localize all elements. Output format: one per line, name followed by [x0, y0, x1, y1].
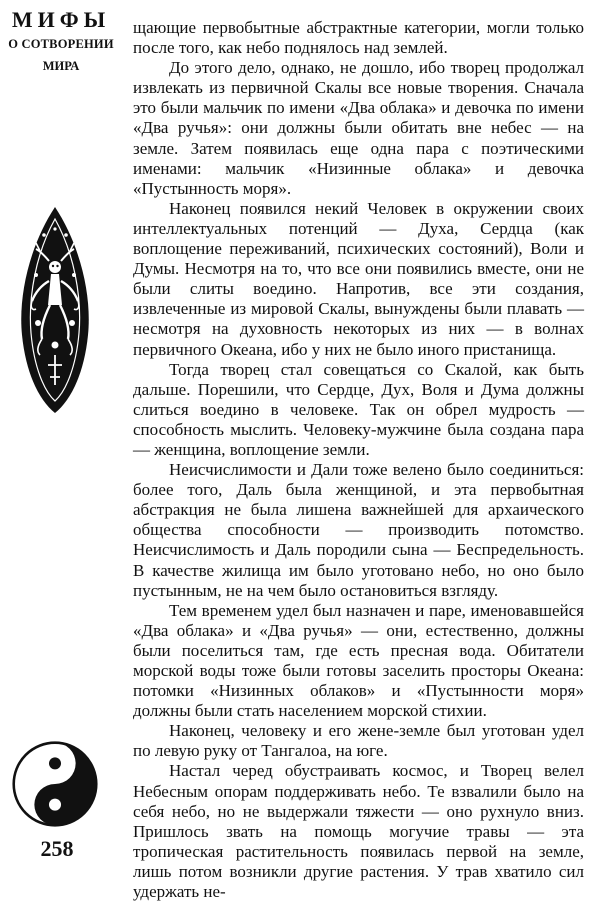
- paragraph-8: Настал черед обустраивать космос, и Творец велел Небесным опорам поддерживать небо. Те взвалили было на себя небо, но не выдержали тяжести — оно рухнуло вниз. Пришлось звать на помощь могучие травы — эта тропическая растительность появилась первой на земле, лишь потом возникли другие растения. У трав хватило сил удержать не-: [133, 761, 584, 902]
- ornament-figure-icon: [18, 205, 92, 415]
- main-text-column: [133, 18, 584, 902]
- running-title-line-2: О СОТВОРЕНИИ: [8, 37, 114, 51]
- running-title: [6, 8, 116, 75]
- paragraph-4: Тогда творец стал совещаться со Скалой, как быть дальше. Порешили, что Сердце, Дух, Воля и Дума должны слиться воедино в человеке. Так он обрел мудрость — способность мыслить. Человеку-мужчине была создана пара — женщина, воплощение земли.: [133, 359, 584, 459]
- page-number: 258: [40, 836, 74, 861]
- paragraph-2: До этого дело, однако, не дошло, ибо творец продолжал извлекать из первичной Скалы все новые творения. Сначала это были мальчик по имени «Два облака» и девочка по имени «Два ручья»: они должны были обитать вне небес — на земле. Затем появилась еще одна пара с поэтическими именами: мальчик «Низинные облака» и девочка «Пустынность моря».: [133, 58, 584, 198]
- paragraph-6: Тем временем удел был назначен и паре, именовавшейся «Два облака» и «Два ручья» — они, естественно, должны были поселиться там, где есть пресная вода. Обитатели морской воды тоже были готовы заселить просторы Океана: потомки «Низинных облаков» и «Пустынности моря» должны были стать населением морской стихии.: [133, 600, 584, 721]
- running-title-line-1: МИФЫ: [11, 7, 111, 32]
- running-title-line-3: МИРА: [42, 59, 80, 73]
- paragraph-7: Наконец, человеку и его жене-земле был уготован удел по левую руку от Тангалоа, на юге.: [133, 721, 584, 761]
- paragraph-5: Неисчислимости и Дали тоже велено было соединиться: более того, Даль была женщиной, и эта первобытная абстракция не была лишена важнейшей для архаического общества способности — производить потомство. Неисчислимость и Даль породили сына — Беспредельность. В качестве жилища им было уготовано небо, но оно было пустынным, не на чем было остановиться взгляду.: [133, 460, 584, 600]
- paragraph-1: щающие первобытные абстрактные категории, могли только после того, как небо поднялось над землей.: [133, 18, 584, 58]
- paragraph-3: Наконец появился некий Человек в окружении своих интеллектуальных потенций — Духа, Сердца (как воплощение переживаний, психических состояний), Воли и Думы. Несмотря на то, что все они появились вместе, они не были слиты воедино. Напротив, все эти создания, извлеченные из мировой Скалы, вынуждены были плавать — несмотря на духовность некоторых из них — в волнах первичного Океана, ибо у них не было иного пристанища.: [133, 198, 584, 359]
- yin-yang-icon: [12, 741, 98, 827]
